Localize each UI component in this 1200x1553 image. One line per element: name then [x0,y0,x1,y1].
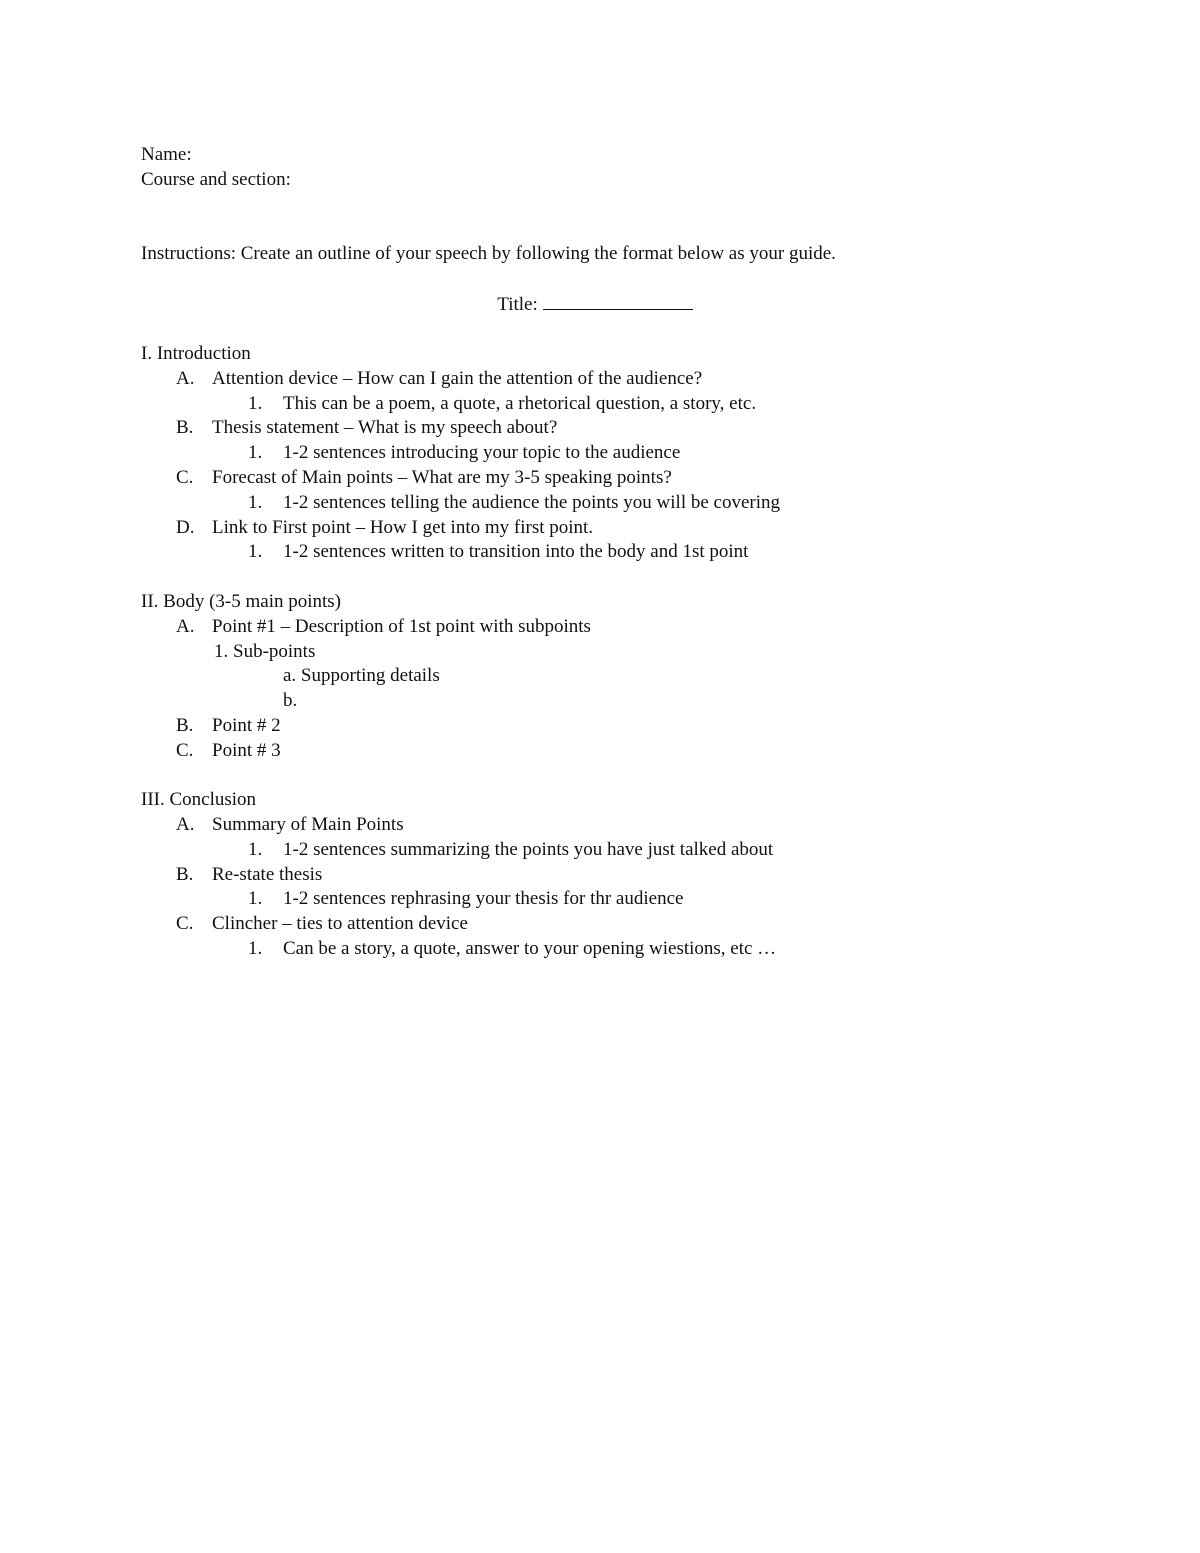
intro-b1-text: 1-2 sentences introducing your topic to the audience [283,442,681,463]
title-blank-line [543,292,693,310]
intro-a1-text: This can be a poem, a quote, a rhetorical question, a story, etc. [283,393,757,414]
conclusion-a1-marker: 1. [248,839,263,860]
body-a1b-text: b. [283,690,298,711]
intro-b1-marker: 1. [248,442,263,463]
course-section-label: Course and section: [141,169,291,190]
title-line [0,292,1200,317]
conclusion-a-text: Summary of Main Points [212,814,404,835]
conclusion-b-marker: B. [176,864,194,885]
intro-c1-marker: 1. [248,492,263,513]
body-a-marker: A. [176,616,195,637]
conclusion-c-text: Clincher – ties to attention device [212,913,468,934]
intro-a-marker: A. [176,368,195,389]
intro-a-text: Attention device – How can I gain the attention of the audience? [212,368,703,389]
title-label: Title: [497,294,538,315]
conclusion-b1-marker: 1. [248,888,263,909]
body-a-text: Point #1 – Description of 1st point with subpoints [212,616,591,637]
intro-d-text: Link to First point – How I get into my first point. [212,517,594,538]
intro-b-marker: B. [176,417,194,438]
body-c-marker: C. [176,740,194,761]
body-a1-text: 1. Sub-points [214,641,316,662]
conclusion-b-text: Re-state thesis [212,864,323,885]
intro-d1-marker: 1. [248,541,263,562]
intro-c-text: Forecast of Main points – What are my 3-5 speaking points? [212,467,672,488]
body-b-text: Point # 2 [212,715,281,736]
body-heading: II. Body (3-5 main points) [141,591,342,612]
intro-b-text: Thesis statement – What is my speech about? [212,417,558,438]
conclusion-c1-marker: 1. [248,938,263,959]
conclusion-a1-text: 1-2 sentences summarizing the points you have just talked about [283,839,774,860]
conclusion-a-marker: A. [176,814,195,835]
body-b-marker: B. [176,715,194,736]
instructions-text: Instructions: Create an outline of your speech by following the format below as your guide. [141,243,836,264]
intro-a1-marker: 1. [248,393,263,414]
conclusion-c-marker: C. [176,913,194,934]
intro-d1-text: 1-2 sentences written to transition into the body and 1st point [283,541,749,562]
conclusion-c1-text: Can be a story, a quote, answer to your opening wiestions, etc … [283,938,777,959]
intro-heading: I. Introduction [141,343,251,364]
conclusion-heading: III. Conclusion [141,789,257,810]
name-label: Name: [141,144,192,165]
intro-d-marker: D. [176,517,195,538]
intro-c-marker: C. [176,467,194,488]
conclusion-b1-text: 1-2 sentences rephrasing your thesis for thr audience [283,888,684,909]
body-c-text: Point # 3 [212,740,281,761]
intro-c1-text: 1-2 sentences telling the audience the points you will be covering [283,492,781,513]
body-a1a-text: a. Supporting details [283,665,440,686]
